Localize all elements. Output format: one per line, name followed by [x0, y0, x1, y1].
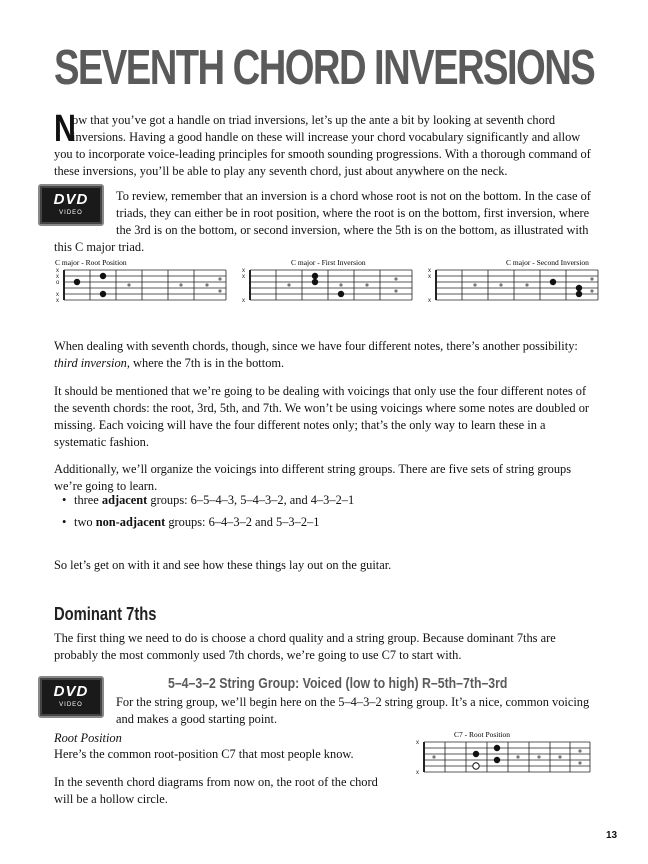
page-title: SEVENTH CHORD INVERSIONS: [54, 41, 595, 95]
string-mark: x: [416, 770, 419, 776]
string-mark: x: [56, 292, 59, 298]
note-dots: [473, 745, 500, 769]
note-dot: [74, 279, 80, 285]
fret-markers: [287, 277, 397, 292]
dvd-video-icon: [38, 676, 104, 718]
review-text: To review, remember that an inversion is a chord whose root is not on the bottom. In the case of triads, they can either be in root position, where the root is on the bottom, first inversion, where the 3rd is on the bottom, or second inversion, where the 5th is on the bottom, as illustrated with this C major triad.: [54, 189, 591, 254]
string-mark: x: [242, 298, 245, 304]
fret-markers: [127, 277, 221, 292]
fretboard-grid: [64, 270, 226, 300]
string-mark: x: [56, 274, 59, 280]
chord-diagram-first-inversion: [242, 258, 412, 304]
chord-diagram-second-inversion: [428, 258, 598, 304]
term-third-inversion: third inversion: [54, 356, 127, 370]
lets-go-paragraph: So let’s get on with it and see how these things lay out on the guitar.: [54, 558, 392, 572]
root-hollow-dot: [473, 763, 479, 769]
string-groups-list: [54, 492, 594, 536]
fret-markers: [432, 749, 581, 764]
diagram-label: C7 - Root Position: [454, 730, 511, 739]
note-dot: [312, 273, 318, 279]
diagram-label: C major - Root Position: [55, 258, 127, 267]
string-group-paragraph: For the string group, we’ll begin here on the 5–4–3–2 string group. It’s a nice, common voicing and makes a good starting point.: [116, 695, 590, 726]
root-position-label: Root Position: [54, 731, 122, 745]
fret-markers: [473, 277, 593, 292]
fretboard-grid: [436, 270, 598, 300]
note-dot: [494, 757, 500, 763]
string-mark: x: [56, 298, 59, 304]
review-paragraph: [54, 188, 594, 256]
list-item: • three adjacent groups: 6–5–4–3, 5–4–3–2, and 4–3–2–1: [74, 492, 594, 509]
note-dot: [576, 285, 582, 291]
note-dot: [100, 291, 106, 297]
diagram-label: C major - Second Inversion: [506, 258, 589, 267]
drop-cap: N: [54, 108, 76, 150]
string-mark: x: [56, 268, 59, 274]
chord-diagram-root-position: [55, 258, 226, 304]
note-dot: [550, 279, 556, 285]
note-dot: [494, 745, 500, 751]
root-position-paragraph: Here’s the common root-position C7 that most people know.: [54, 747, 354, 761]
voicings-paragraph: It should be mentioned that we’re going to be dealing with voicings that only use the four different notes of the seventh chords: the root, 3rd, 5th, and 7th. We won’t be using voicings where some notes are doubled or missing. Each voicing will have the four different notes only; that’s the only way to learn these in a systematic fashion.: [54, 384, 590, 449]
list-item: • two non-adjacent groups: 6–4–3–2 and 5–3–2–1: [74, 514, 594, 531]
text-before: When dealing with seventh chords, though, since we have four different notes, there’s another possibility:: [54, 339, 578, 353]
string-mark: o: [56, 280, 60, 286]
section-heading: Dominant 7ths: [54, 604, 157, 624]
string-mark: x: [416, 740, 419, 746]
note-dot: [100, 273, 106, 279]
dvd-sublabel: VIDEO: [59, 210, 83, 216]
hollow-circle-paragraph: In the seventh chord diagrams from now on, the root of the chord will be a hollow circle.: [54, 775, 378, 806]
c7-root-position-diagram: [410, 728, 600, 780]
note-dot: [338, 291, 344, 297]
dvd-sublabel: VIDEO: [59, 702, 83, 708]
page-number: 13: [606, 830, 618, 841]
dvd-label: DVD: [53, 191, 89, 208]
string-mark: x: [242, 274, 245, 280]
string-mark: x: [242, 268, 245, 274]
string-mark: x: [428, 268, 431, 274]
note-dot: [473, 751, 479, 757]
intro-paragraph: [54, 108, 594, 180]
triad-diagrams: [50, 256, 610, 312]
note-dot: [576, 291, 582, 297]
string-groups-paragraph: Additionally, we’ll organize the voicings into different string groups. There are five sets of string groups we’re going to learn.: [54, 462, 572, 493]
string-mark: x: [428, 298, 431, 304]
note-dot: [312, 279, 318, 285]
text-after: , where the 7th is in the bottom.: [126, 356, 285, 370]
diagram-label: C major - First Inversion: [291, 258, 366, 267]
seventh-chord-paragraph: [54, 338, 594, 372]
intro-text: ow that you’ve got a handle on triad inversions, let’s up the ante a bit by looking at seventh chord inversions. Having a good handle on these will increase your chord vocabulary significantly and allow you to incorporate voice-leading principles for smooth sounding progressions. With a thorough command of these inversions, you’ll be able to play any seventh chord, just about anywhere on the neck.: [54, 113, 591, 178]
string-mark: x: [428, 274, 431, 280]
fretboard-grid: [424, 742, 590, 772]
subheading: 5–4–3–2 String Group: Voiced (low to high) R–5th–7th–3rd: [168, 675, 508, 692]
dominant-paragraph: The first thing we need to do is choose a chord quality and a string group. Because dominant 7ths are probably the most commonly used 7th chords, we’re going to use C7 to start with.: [54, 631, 556, 662]
fretboard-grid: [250, 270, 412, 300]
dvd-label: DVD: [53, 683, 89, 700]
